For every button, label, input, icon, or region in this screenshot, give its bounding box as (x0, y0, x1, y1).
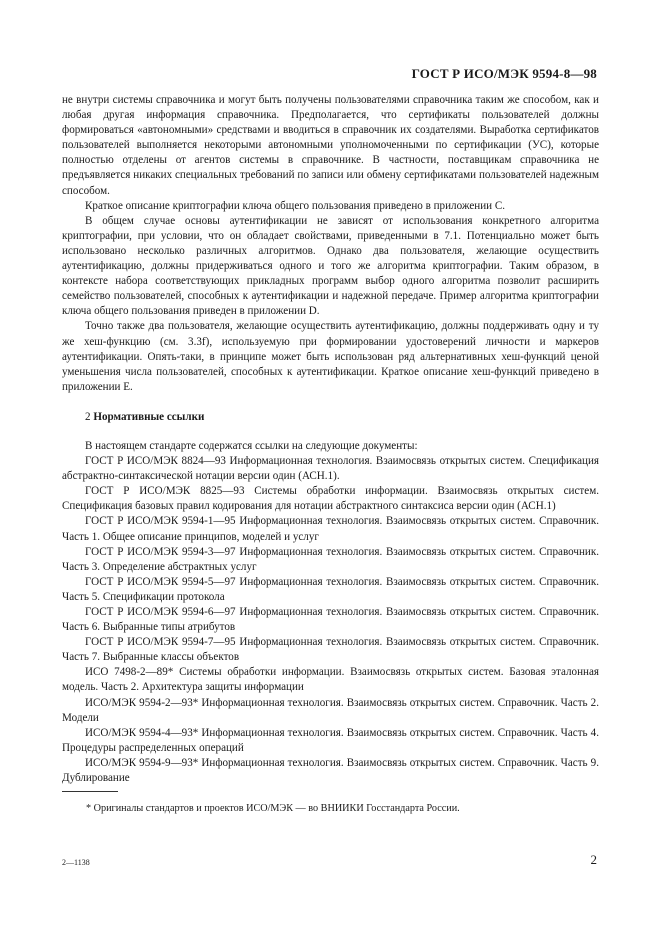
section-number: 2 (85, 410, 91, 423)
print-code: 2—1138 (62, 858, 90, 867)
footnote: * Оригиналы стандартов и проектов ИСО/МЭК — во ВНИИКИ Госстандарта России. (86, 803, 460, 814)
document-header: ГОСТ Р ИСО/МЭК 9594-8—98 (411, 66, 597, 81)
reference-item: ИСО/МЭК 9594-9—93* Информационная технология. Взаимосвязь открытых систем. Справочник. Часть 9. Дублирование (62, 756, 599, 785)
reference-item: ГОСТ Р ИСО/МЭК 9594-5—97 Информационная технология. Взаимосвязь открытых систем. Справочник. Часть 5. Спецификации протокола (62, 575, 599, 603)
page-number: 2 (590, 852, 597, 867)
section-title: Нормативные ссылки (93, 410, 205, 423)
section-lead: В настоящем стандарте содержатся ссылки на следующие документы: (85, 439, 418, 452)
reference-item: ГОСТ Р ИСО/МЭК 9594-1—95 Информационная технология. Взаимосвязь открытых систем. Справочник. Часть 1. Общее описание принципов, моделей и услуг (62, 515, 599, 543)
paragraph: В общем случае основы аутентификации не зависят от использования конкретного алгоритма криптографии, при условии, что он обладает свойствами, приведенными в 7.1. Потенциально может быть использовано несколько различных алгоритмов. Однако два пользователя, желающие осуществить аутентификацию, должны придерживаться одного и того же алгоритма криптографии. Таким образом, в контексте набора соответствующих прикладных программ выбор одного алгоритма позволит расширить семейство пользователей, способных к аутентификации и надежной передаче. Пример алгоритма криптографии ключа общего пользования приведен в приложении D. (62, 214, 599, 318)
reference-item: ГОСТ Р ИСО/МЭК 9594-6—97 Информационная технология. Взаимосвязь открытых систем. Справочник. Часть 6. Выбранные типы атрибутов (62, 606, 599, 634)
paragraph: не внутри системы справочника и могут быть получены пользователями справочника таким же способом, как и любая другая информация справочника. Предполагается, что сертификаты пользователей должны формироваться «автономными» средствами и вводиться в справочник их создателями. Выработка сертификатов пользователей выполняется некоторыми автономными уполномоченными по сертификации (УС), которые полностью отделены от агентов системы в справочнике. В частности, поставщикам справочника не предъявляется никаких специальных требований по записи или обмену сертификатами пользователей надежным способом. (62, 94, 599, 197)
reference-item: ГОСТ Р ИСО/МЭК 9594-3—97 Информационная технология. Взаимосвязь открытых систем. Справочник. Часть 3. Определение абстрактных услуг (62, 545, 599, 573)
reference-item: ИСО/МЭК 9594-2—93* Информационная технология. Взаимосвязь открытых систем. Справочник. Часть 2. Модели (62, 696, 599, 724)
reference-item: ГОСТ Р ИСО/МЭК 8824—93 Информационная технология. Взаимосвязь открытых систем. Спецификация абстрактно-синтаксической нотации версии один (АСН.1). (62, 455, 599, 483)
reference-item: ИСО 7498-2—89* Системы обработки информации. Взаимосвязь открытых систем. Базовая эталонная модель. Часть 2. Архитектура защиты информации (62, 666, 599, 694)
reference-item: ГОСТ Р ИСО/МЭК 9594-7—95 Информационная технология. Взаимосвязь открытых систем. Справочник. Часть 7. Выбранные классы объектов (62, 636, 599, 664)
paragraph: Точно также два пользователя, желающие осуществить аутентификацию, должны поддерживать одну и ту же хеш-функцию (см. 3.3f), используемую при формировании удостоверений личности и маркеров аутентификации. Опять-таки, в принципе может быть использован ряд альтернативных хеш-функций ценой уменьшения числа пользователей, способных к аутентификации. Краткое описание хеш-функций приведено в приложении Е. (62, 320, 599, 393)
footnote-divider (62, 791, 118, 792)
section-heading (62, 410, 599, 425)
paragraph: Краткое описание криптографии ключа общего пользования приведено в приложении С. (85, 199, 506, 212)
reference-item: ГОСТ Р ИСО/МЭК 8825—93 Системы обработки информации. Взаимосвязь открытых систем. Спецификация базовых правил кодирования для нотации абстрактного синтаксиса версии один (АСН.1) (62, 485, 599, 513)
reference-item: ИСО/МЭК 9594-4—93* Информационная технология. Взаимосвязь открытых систем. Справочник. Часть 4. Процедуры распределенных операций (62, 726, 599, 754)
page-body (62, 93, 599, 786)
